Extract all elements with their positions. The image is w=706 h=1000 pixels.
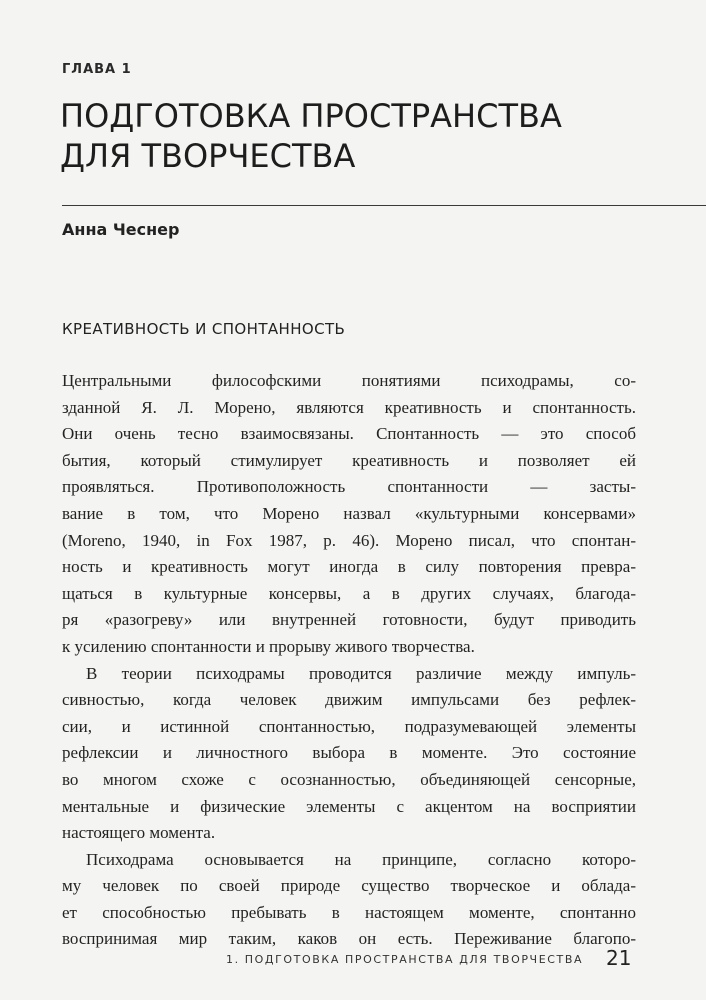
chapter-label: ГЛАВА 1 bbox=[62, 62, 132, 77]
body-line: му человек по своей природе существо творческое и облада- bbox=[62, 876, 636, 896]
chapter-title-line-2: ДЛЯ ТВОРЧЕСТВА bbox=[60, 137, 356, 175]
body-line: Психодрама основывается на принципе, согласно которо- bbox=[86, 849, 636, 869]
chapter-title bbox=[60, 96, 660, 176]
body-line: зданной Я. Л. Морено, являются креативность и спонтанность. bbox=[62, 397, 636, 417]
body-line: В теории психодрамы проводится различие между импуль- bbox=[86, 663, 636, 683]
body-line: проявляться. Противоположность спонтанности — засты- bbox=[62, 477, 636, 497]
body-line: ет способностью пребывать в настоящем моменте, спонтанно bbox=[62, 902, 636, 922]
author-name: Анна Чеснер bbox=[62, 220, 180, 239]
body-line: бытия, который стимулирует креативность и позволяет ей bbox=[62, 450, 636, 470]
body-line: Они очень тесно взаимосвязаны. Спонтанность — это способ bbox=[62, 424, 636, 444]
running-footer-title: 1. ПОДГОТОВКА ПРОСТРАНСТВА ДЛЯ ТВОРЧЕСТВА bbox=[226, 953, 584, 966]
body-line: к усилению спонтанности и прорыву живого творчества. bbox=[62, 636, 475, 656]
body-line: (Moreno, 1940, in Fox 1987, p. 46). Морено писал, что спонтан- bbox=[62, 530, 636, 550]
body-line: вание в том, что Морено назвал «культурными консервами» bbox=[62, 503, 636, 523]
body-line: щаться в культурные консервы, а в других случаях, благода- bbox=[62, 583, 636, 603]
body-line: ментальные и физические элементы с акцентом на восприятии bbox=[62, 796, 636, 816]
section-heading: КРЕАТИВНОСТЬ И СПОНТАННОСТЬ bbox=[62, 320, 346, 338]
body-text bbox=[62, 368, 636, 953]
page-number: 21 bbox=[606, 946, 632, 970]
body-line: ность и креативность могут иногда в силу повторения превра- bbox=[62, 557, 636, 577]
chapter-title-line-1: ПОДГОТОВКА ПРОСТРАНСТВА bbox=[60, 97, 562, 135]
body-line: настоящего момента. bbox=[62, 823, 216, 843]
body-line: во многом схоже с осознанностью, объединяющей сенсорные, bbox=[62, 769, 636, 789]
body-line: воспринимая мир таким, каков он есть. Переживание благопо- bbox=[62, 929, 636, 949]
body-line: сивностью, когда человек движим импульсами без рефлек- bbox=[62, 690, 636, 710]
body-line: Центральными философскими понятиями психодрамы, со- bbox=[62, 371, 636, 390]
body-line: ря «разогреву» или внутренней готовности, будут приводить bbox=[62, 610, 636, 630]
body-line: сии, и истинной спонтанностью, подразумевающей элементы bbox=[62, 716, 636, 736]
body-line: рефлексии и личностного выбора в моменте. Это состояние bbox=[62, 743, 636, 763]
title-divider bbox=[62, 205, 706, 206]
